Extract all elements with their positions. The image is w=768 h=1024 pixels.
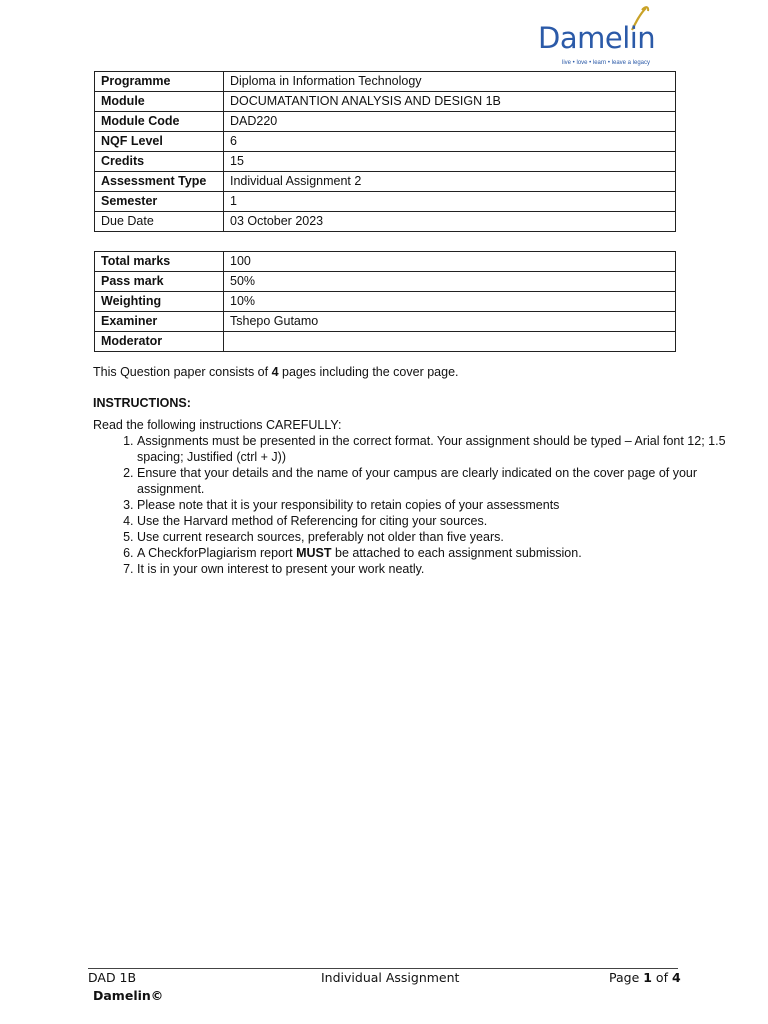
page-count-number: 4 [271,365,279,379]
row-label: Pass mark [95,272,224,292]
page-count-text: This Question paper consists of [93,365,272,379]
list-item: 5. Use current research sources, preferably not older than five years. [137,529,727,545]
row-label: Programme [95,72,224,92]
row-value: 10% [224,292,676,312]
row-value: 03 October 2023 [224,212,676,232]
table-row [95,152,676,172]
row-label: NQF Level [95,132,224,152]
list-item [137,545,727,561]
footer-title: Individual Assignment [321,970,460,985]
row-value: 15 [224,152,676,172]
item-emphasis: MUST [296,546,332,560]
table-row [95,92,676,112]
table-row [95,312,676,332]
module-details-table [94,71,676,232]
instructions-list [93,433,727,577]
row-label: Due Date [95,212,224,232]
table-row [95,332,676,352]
list-item: 1. Assignments must be presented in the correct format. Your assignment should be typed – Arial font 12; 1.5 spacing; Justified (ctrl + J)) [137,433,727,465]
row-label: Semester [95,192,224,212]
row-label: Module [95,92,224,112]
row-label: Module Code [95,112,224,132]
list-item: 4. Use the Harvard method of Referencing for citing your sources. [137,513,727,529]
row-value: Tshepo Gutamo [224,312,676,332]
table-row [95,172,676,192]
page-label: Page [609,970,644,985]
row-label: Assessment Type [95,172,224,192]
row-value: DOCUMATANTION ANALYSIS AND DESIGN 1B [224,92,676,112]
row-label: Credits [95,152,224,172]
row-value [224,332,676,352]
list-item: 2. Ensure that your details and the name of your campus are clearly indicated on the cover page of your assignment. [137,465,727,497]
page-current: 1 [643,970,652,985]
footer-page-number [609,970,681,985]
marks-table [94,251,676,352]
footer-divider [88,968,678,969]
row-value: 6 [224,132,676,152]
row-value: Individual Assignment 2 [224,172,676,192]
row-label: Total marks [95,252,224,272]
page-total: 4 [671,970,681,985]
item-text: A CheckforPlagiarism report [137,546,297,560]
damelin-logo [536,4,676,72]
row-label: Moderator [95,332,224,352]
instructions-heading: INSTRUCTIONS: [93,396,191,410]
row-value: DAD220 [224,112,676,132]
item-text-end: be attached to each assignment submission. [331,546,582,560]
table-row [95,132,676,152]
row-value: 100 [224,252,676,272]
logo-tagline: live • love • learn • leave a legacy [562,60,651,66]
instructions-intro: Read the following instructions CAREFULLY: [93,418,342,432]
table-row [95,112,676,132]
table-row [95,72,676,92]
list-item: 3. Please note that it is your responsibility to retain copies of your assessments [137,497,727,513]
row-label: Examiner [95,312,224,332]
table-row [95,252,676,272]
table-row [95,292,676,312]
row-value: 50% [224,272,676,292]
footer-module: DAD 1B [88,970,137,985]
logo-wordmark: Damelin [538,21,656,55]
row-value: Diploma in Information Technology [224,72,676,92]
table-row [95,272,676,292]
page-count-note [93,365,459,379]
table-row [95,192,676,212]
row-label: Weighting [95,292,224,312]
table-row [95,212,676,232]
row-value: 1 [224,192,676,212]
page-count-text-end: pages including the cover page. [278,365,459,379]
page-of: of [651,970,672,985]
list-item: 7. It is in your own interest to present your work neatly. [137,561,727,577]
footer-brand: Damelin© [93,988,164,1003]
